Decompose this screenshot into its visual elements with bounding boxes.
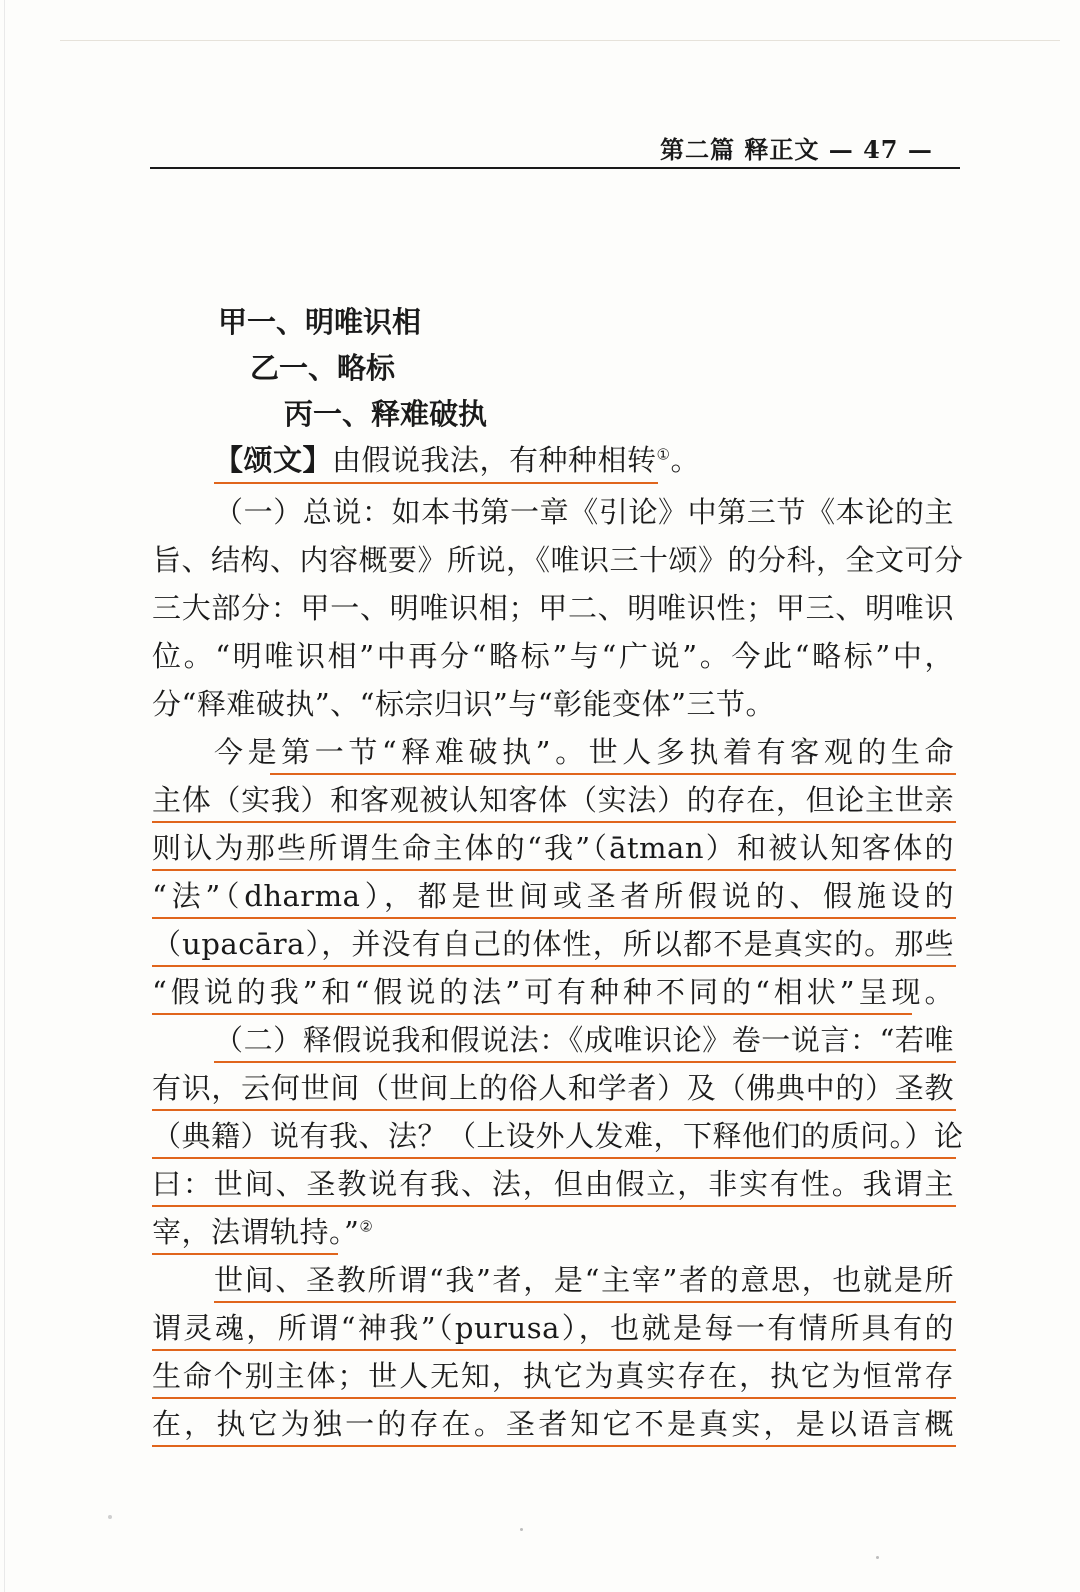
- heading-bing: 丙一、释难破执: [284, 397, 488, 431]
- p3-line: （典籍）说有我、法？（上设外人发难，下释他们的质问。）论: [152, 1119, 964, 1153]
- p3-line: （二）释假说我和假说法：《成唯识论》卷一说言：“若唯: [214, 1023, 954, 1057]
- heading-jia: 甲一、明唯识相: [218, 305, 422, 339]
- orange-underline: [152, 1445, 956, 1447]
- p2-line: 主体（实我）和客观被认知客体（实法）的存在，但论主世亲: [152, 783, 954, 817]
- verse-line: [214, 438, 954, 482]
- p1-line: 分“释难破执”、“标宗归识”与“彰能变体”三节。: [152, 687, 775, 721]
- orange-underline: [152, 821, 956, 823]
- p1-line: 位。“明唯识相”中再分“略标”与“广说”。今此“略标”中，: [152, 639, 954, 673]
- p3-line: 曰：世间、圣教说有我、法，但由假立，非实有性。我谓主: [152, 1167, 954, 1201]
- orange-underline: [214, 1301, 956, 1303]
- orange-underline: [152, 1253, 338, 1255]
- orange-underline: [152, 1205, 956, 1207]
- heading-yi: 乙一、略标: [250, 351, 396, 385]
- orange-underline: [152, 1109, 956, 1111]
- verse-tag: 【颂文】: [214, 443, 333, 477]
- orange-underline: [152, 917, 956, 919]
- running-header: 第二篇 释正文 — 47 —: [660, 135, 933, 164]
- p3-line: 有识，云何世间（世间上的俗人和学者）及（佛典中的）圣教: [152, 1071, 954, 1105]
- orange-underline: [152, 869, 956, 871]
- p1-line: 旨、结构、内容概要》所说，《唯识三十颂》的分科，全文可分: [152, 543, 964, 577]
- orange-underline: [152, 1397, 956, 1399]
- orange-underline: [152, 1013, 912, 1015]
- p4-line: 世间、圣教所谓“我”者，是“主宰”者的意思，也就是所: [214, 1263, 954, 1297]
- p2-line: （upacāra），并没有自己的体性，所以都不是真实的。那些: [152, 927, 954, 961]
- verse-end: 。: [670, 443, 700, 477]
- p3-line: 宰，法谓轨持。”: [152, 1215, 360, 1249]
- p2-line: 则认为那些所谓生命主体的“我”（ātman）和被认知客体的: [152, 831, 954, 865]
- p4-line: 在，执它为独一的存在。圣者知它不是真实，是以语言概: [152, 1407, 954, 1441]
- header-rule: [150, 167, 960, 169]
- p1-line: （一）总说：如本书第一章《引论》中第三节《本论的主: [214, 495, 954, 529]
- p4-line: 生命个别主体；世人无知，执它为真实存在，执它为恒常存: [152, 1359, 954, 1393]
- scan-speck: [876, 1556, 879, 1559]
- p2-line: 今是第一节“释难破执”。世人多执着有客观的生命: [214, 735, 954, 769]
- verse-text: 由假说我法，有种种相转: [332, 443, 657, 477]
- p4-line: 谓灵魂，所谓“神我”（purusa），也就是每一有情所具有的: [152, 1311, 954, 1345]
- orange-underline: [270, 773, 956, 775]
- p2-line: “假说的我”和“假说的法”可有种种不同的“相状”呈现。: [152, 975, 954, 1009]
- orange-underline: [214, 1061, 956, 1063]
- scan-edge-left: [4, 0, 5, 1592]
- orange-underline: [214, 482, 658, 484]
- p1-line: 三大部分：甲一、明唯识相；甲二、明唯识性；甲三、明唯识: [152, 591, 954, 625]
- p2-line: “法”（dharma），都是世间或圣者所假说的、假施设的: [152, 879, 954, 913]
- scan-edge-top: [60, 40, 1060, 41]
- orange-underline: [152, 1349, 956, 1351]
- footnote-ref-2: ②: [359, 1217, 374, 1236]
- p3-last-line: [152, 1210, 954, 1254]
- scan-speck: [108, 1515, 112, 1519]
- orange-underline: [152, 965, 956, 967]
- scan-speck: [520, 1528, 523, 1531]
- orange-underline: [152, 1157, 956, 1159]
- footnote-ref-1: ①: [656, 445, 671, 464]
